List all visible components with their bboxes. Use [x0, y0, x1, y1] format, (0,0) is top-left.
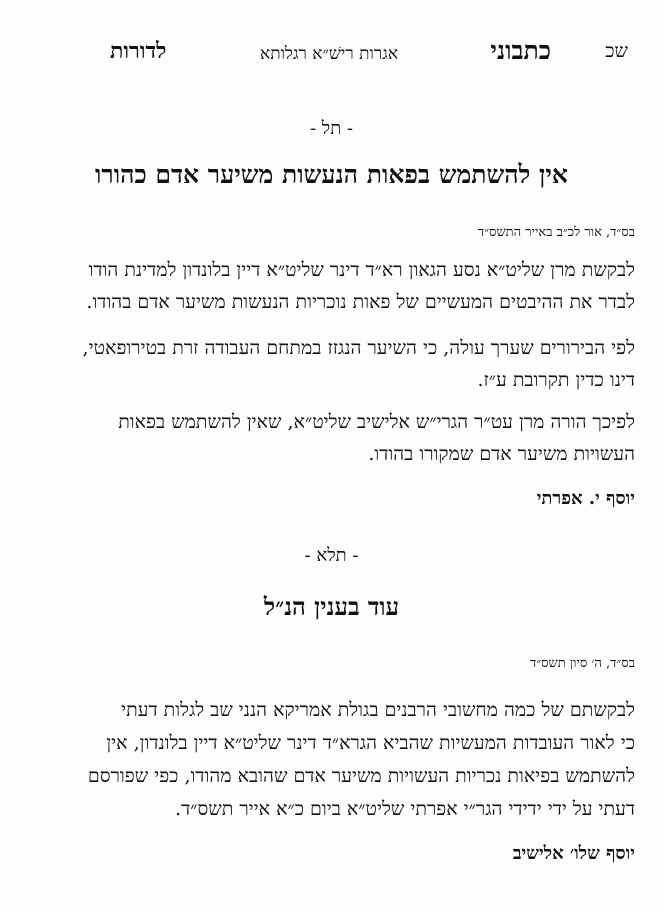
letter-title: עוד בענין הנ״ל — [263, 592, 400, 621]
series-subtitle: לדורות — [110, 38, 167, 64]
text-line: לבקשת מרן שליט״א נסע הגאון רא״ד דינר שליט״א דיין בלונדון למדינת הודו — [88, 259, 635, 281]
letter-number: - תל - — [309, 118, 353, 139]
text-line: דעתי על ידי ידידי הגר״י אפרתי שליט״א ביום כ״א אייר תשס״ד. — [175, 798, 635, 820]
book-title: אגרות רישׁ״א רגלותא — [260, 44, 399, 64]
letter-title: אין להשתמש בפאות הנעשות משיער אדם כהורו — [95, 160, 568, 189]
text-line: להשתמש בפיאות נכריות העשויות משיער אדם שהובא מהודו, כפי שפורסם — [87, 765, 635, 787]
letter-number: - תלא - — [304, 545, 359, 566]
text-line: העשויות משיער אדם שמקורו בהודו. — [368, 443, 635, 465]
text-line: דינו כדין תקרובת ע״ז. — [477, 369, 635, 391]
text-line: לפי הבירורים שערך עולה, כי השיער הנגזז במתחם העבודה זרת בטירופאטי, — [82, 337, 635, 359]
letter-date: בס״ד, אור לכ״ב באייר התשס״ד — [477, 225, 635, 240]
signature: יוסף י. אפרתי — [536, 488, 635, 509]
letter-body — [28, 332, 635, 396]
series-title: כתבוני — [490, 36, 551, 65]
letter-body — [28, 406, 635, 470]
text-line: לבקשתם של כמה מחשובי הרבנים בגולת אמריקא הנני שב לגלות דעתי — [121, 699, 635, 721]
text-line: כי לאור העובדות המעשיות שהביא הגרא״ד דינר שליט״א דיין בלונדון, אין — [106, 732, 635, 754]
letter-body — [28, 254, 635, 318]
page-number: שכ — [605, 40, 628, 62]
letter-date: בס״ד, ה׳ סיון תשס״ד — [529, 656, 635, 671]
letter-body — [28, 694, 635, 826]
signature: יוסף שלו׳ אלישיב — [512, 843, 635, 864]
text-line: לבדר את ההיבטים המעשיים של פאות נוכריות הנעשות משיער אדם בהודו. — [86, 291, 635, 313]
text-line: לפיכך הורה מרן עט״ר הגרי״ש אלישיב שליט״א, שאין להשתמש בפאות — [118, 411, 635, 433]
